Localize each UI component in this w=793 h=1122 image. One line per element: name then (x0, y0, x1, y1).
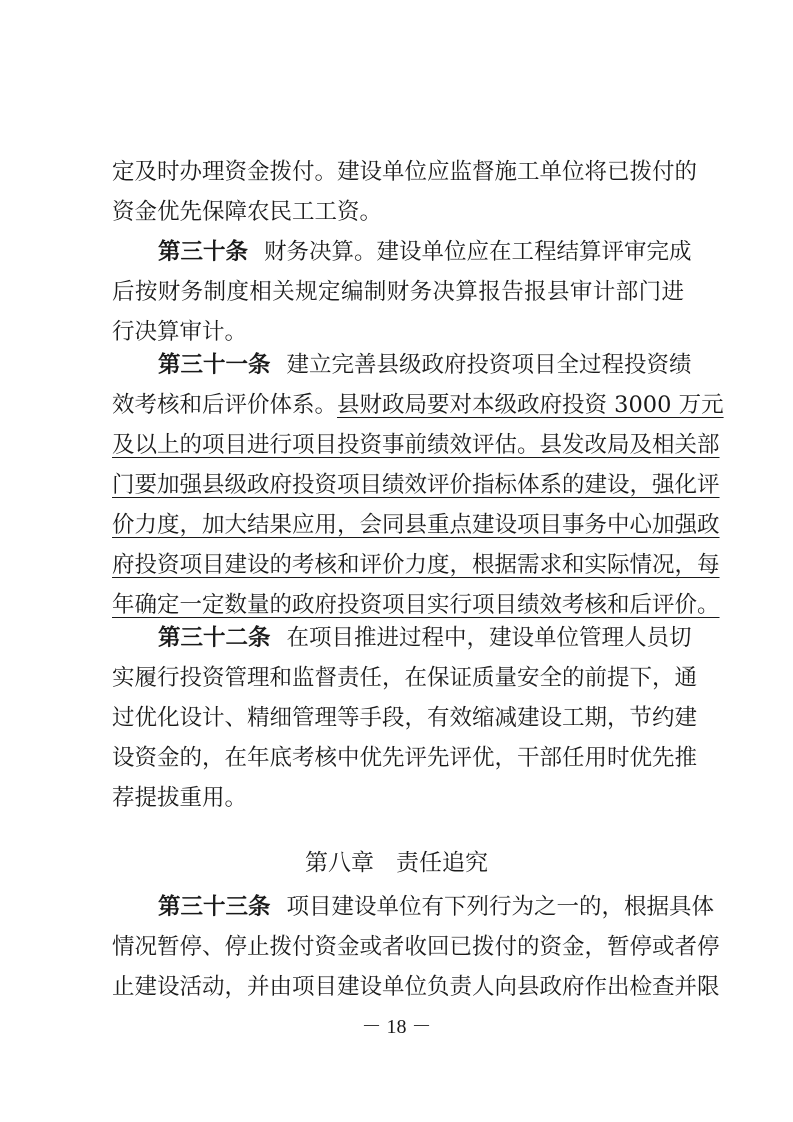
text-line: 止建设活动，并由项目建设单位负责人向县政府作出检查并限 (112, 974, 720, 1000)
text-line: 行决算审计。 (112, 319, 248, 345)
text-line: 情况暂停、停止拨付资金或者收回已拨付的资金，暂停或者停 (112, 934, 720, 960)
article-label: 第三十二条 (158, 625, 271, 651)
text-line: 定及时办理资金拨付。建设单位应监督施工单位将已拨付的 (112, 159, 698, 185)
underlined-text-line: 价力度，加大结果应用，会同县重点建设项目事务中心加强政 (112, 512, 720, 538)
article-text: 建立完善县级政府投资项目全过程投资绩 (286, 352, 692, 378)
underlined-text-line: 门要加强县级政府投资项目绩效评价指标体系的建设，强化评 (112, 472, 720, 498)
text-line (112, 390, 724, 420)
page-number: － 18 － (361, 1016, 432, 1038)
text-line: 后按财务制度相关规定编制财务决算报告报县审计部门进 (112, 279, 684, 305)
text-line: 实履行投资管理和监督责任，在保证质量安全的前提下，通 (112, 665, 698, 691)
article-label: 第三十三条 (158, 894, 271, 920)
text-line: 资金优先保障农民工工资。 (112, 199, 383, 225)
article-label: 第三十条 (158, 239, 249, 265)
article-31-first-line (158, 350, 692, 380)
article-text: 在项目推进过程中，建设单位管理人员切 (286, 625, 692, 651)
article-33-first-line (158, 892, 715, 922)
chapter-heading (0, 848, 793, 878)
text-segment: 效考核和后评价体系。 (112, 392, 338, 418)
chapter-number: 第八章 (305, 850, 374, 876)
article-32-first-line (158, 623, 692, 653)
text-line: 设资金的，在年底考核中优先评先评优，干部任用时优先推 (112, 745, 698, 771)
text-line: 过优化设计、精细管理等手段，有效缩减建设工期，节约建 (112, 705, 698, 731)
underlined-text-segment: 县财政局要对本级政府投资 3000 万元 (337, 392, 724, 418)
underlined-text-line: 及以上的项目进行项目投资事前绩效评估。县发改局及相关部 (112, 432, 720, 458)
chapter-title: 责任追究 (396, 850, 488, 876)
article-text: 项目建设单位有下列行为之一的，根据具体 (286, 894, 715, 920)
text-line: 荐提拔重用。 (112, 785, 248, 811)
article-label: 第三十一条 (158, 352, 271, 378)
underlined-text-line: 府投资项目建设的考核和评价力度，根据需求和实际情况，每 (112, 552, 720, 578)
underlined-text-line: 年确定一定数量的政府投资项目实行项目绩效考核和后评价。 (112, 592, 720, 618)
article-30-first-line (158, 237, 692, 267)
article-text: 财务决算。建设单位应在工程结算评审完成 (264, 239, 692, 265)
